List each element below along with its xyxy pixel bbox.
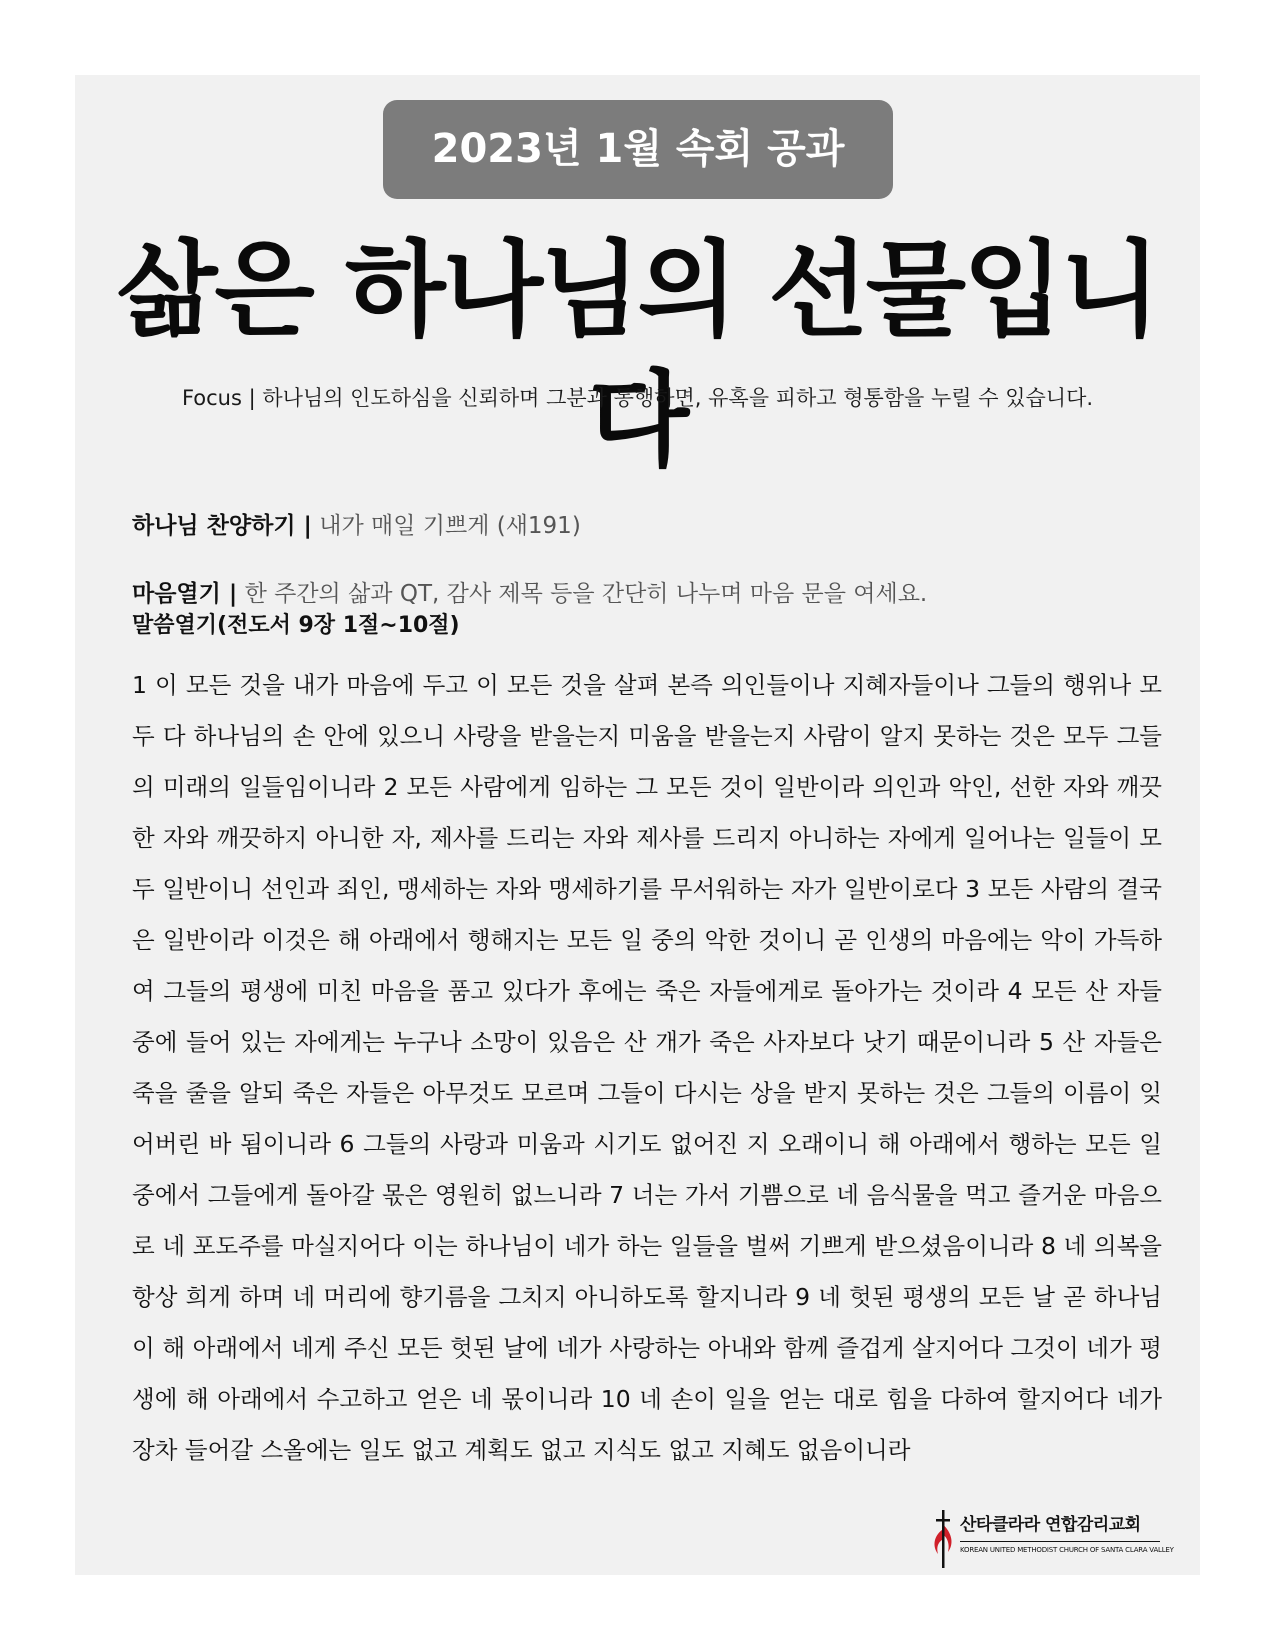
church-subtitle: KOREAN UNITED METHODIST CHURCH OF SANTA CLARA VALLEY: [960, 1546, 1174, 1554]
praise-hymn: 내가 매일 기쁘게 (새191): [319, 513, 581, 539]
month-banner: 2023년 1월 속회 공과: [383, 100, 893, 199]
opening-label: 마음열기 |: [132, 581, 238, 607]
focus-line: Focus | 하나님의 인도하심을 신뢰하며 그분과 동행하면, 유혹을 피하고 형통함을 누릴 수 있습니다.: [181, 386, 1094, 410]
lesson-page: [75, 75, 1200, 1575]
cross-and-flame-icon: [930, 1510, 956, 1568]
scripture-text: 1 이 모든 것을 내가 마음에 두고 이 모든 것을 살펴 본즉 의인들이나 지혜자들이나 그들의 행위나 모두 다 하나님의 손 안에 있으니 사랑을 받을는지 미움을 받을는지 사람이 알지 못하는 것은 모두 그들의 미래의 일들임이니라 2 모든 사람에게 임하는 그 모든 것이 일반이라 의인과 악인, 선한 자와 깨끗한 자와 깨끗하지 아니한 자, 제사를 드리는 자와 제사를 드리지 아니하는 자에게 일어나는 일들이 모두 일반이니 선인과 죄인, 맹세하는 자와 맹세하기를 무서워하는 자가 일반이로다 3 모든 사람의 결국은 일반이라 이것은 해 아래에서 행해지는 모든 일 중의 악한 것이니 곧 인생의 마음에는 악이 가득하여 그들의 평생에 미친 마음을 품고 있다가 후에는 죽은 자들에게로 돌아가는 것이라 4 모든 산 자들 중에 들어 있는 자에게는 누구나 소망이 있음은 산 개가 죽은 사자보다 낫기 때문이니라 5 산 자들은 죽을 줄을 알되 죽은 자들은 아무것도 모르며 그들이 다시는 상을 받지 못하는 것은 그들의 이름이 잊어버린 바 됨이니라 6 그들의 사랑과 미움과 시기도 없어진 지 오래이니 해 아래에서 행하는 모든 일 중에서 그들에게 돌아갈 몫은 영원히 없느니라 7 너는 가서 기쁨으로 네 음식물을 먹고 즐거운 마음으로 네 포도주를 마실지어다 이는 하나님이 네가 하는 일들을 벌써 기쁘게 받으셨음이니라 8 네 의복을 항상 희게 하며 네 머리에 향기름을 그치지 아니하도록 할지니라 9 네 헛된 평생의 모든 날 곧 하나님이 해 아래에서 네게 주신 모든 헛된 날에 네가 사랑하는 아내와 함께 즐겁게 살지어다 그것이 네가 평생에 해 아래에서 수고하고 얻은 네 몫이니라 10 네 손이 일을 얻는 대로 힘을 다하여 할지어다 네가 장차 들어갈 스올에는 일도 없고 계획도 없고 지식도 없고 지혜도 없음이니라: [132, 671, 1162, 1464]
praise-label: 하나님 찬양하기 |: [132, 513, 312, 539]
church-name: 산타클라라 연합감리교회: [960, 1515, 1141, 1535]
lesson-title: 삶은 하나님의 선물입니다: [116, 229, 1159, 481]
opening-text: 한 주간의 삶과 QT, 감사 제목 등을 간단히 나누며 마음 문을 여세요.: [244, 581, 928, 607]
church-logo: [930, 1510, 1190, 1568]
praise-line: [132, 510, 581, 542]
word-heading: 말씀열기(전도서 9장 1절~10절): [132, 613, 460, 638]
logo-divider: [960, 1541, 1160, 1542]
opening-line: [132, 578, 927, 610]
